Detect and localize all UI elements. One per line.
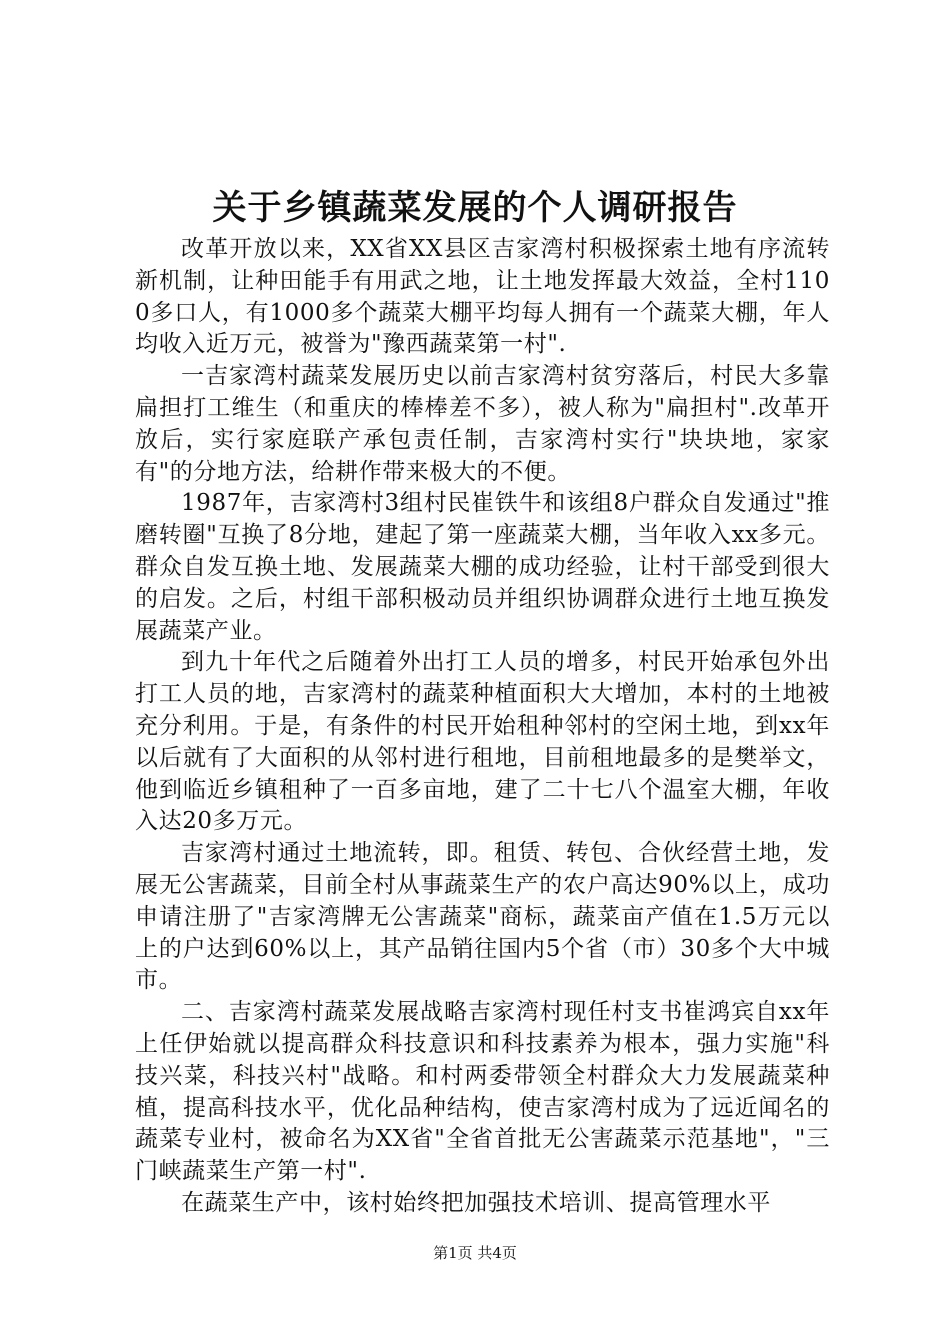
page-footer: 第1页 共4页	[433, 1244, 517, 1262]
paragraph-6: 二、吉家湾村蔬菜发展战略吉家湾村现任村支书崔鸿宾自xx年上任伊始就以提高群众科技意识和科技素养为根本，强力实施"科技兴菜，科技兴村"战略。和村两委带领全村群众大力发展蔬菜种植，提高科技水平，优化品种结构，使吉家湾村成为了远近闻名的蔬菜专业村，被命名为XX省"全省首批无公害蔬菜示范基地"，"三门峡蔬菜生产第一村".	[135, 999, 830, 1185]
paragraph-4: 到九十年代之后随着外出打工人员的增多，村民开始承包外出打工人员的地，吉家湾村的蔬菜种植面积大大增加，本村的土地被充分利用。于是，有条件的村民开始租种邻村的空闲土地，到xx年以后就有了大面积的从邻村进行租地，目前租地最多的是樊举文，他到临近乡镇租种了一百多亩地，建了二十七八个温室大棚，年收入达20多万元。	[135, 649, 830, 835]
paragraph-1: 改革开放以来，XX省XX县区吉家湾村积极探索土地有序流转新机制，让种田能手有用武之地，让土地发挥最大效益，全村1100多口人，有1000多个蔬菜大棚平均每人拥有一个蔬菜大棚，年人均收入近万元，被誉为"豫西蔬菜第一村".	[135, 236, 830, 358]
paragraph-3: 1987年，吉家湾村3组村民崔铁牛和该组8户群众自发通过"推磨转圈"互换了8分地，建起了第一座蔬菜大棚，当年收入xx多元。群众自发互换土地、发展蔬菜大棚的成功经验，让村干部受到很大的启发。之后，村组干部积极动员并组织协调群众进行土地互换发展蔬菜产业。	[135, 490, 830, 644]
document-body	[135, 234, 830, 1220]
paragraph-7: 在蔬菜生产中，该村始终把加强技术培训、提高管理水平	[181, 1189, 771, 1216]
document-title: 关于乡镇蔬菜发展的个人调研报告	[212, 188, 738, 228]
paragraph-5: 吉家湾村通过土地流转，即。租赁、转包、合伙经营土地，发展无公害蔬菜，目前全村从事蔬菜生产的农户高达90%以上，成功申请注册了"吉家湾牌无公害蔬菜"商标，蔬菜亩产值在1.5万元以上的户达到60%以上，其产品销往国内5个省（市）30多个大中城市。	[135, 840, 830, 994]
paragraph-2: 一吉家湾村蔬菜发展历史以前吉家湾村贫穷落后，村民大多靠扁担打工维生（和重庆的棒棒差不多），被人称为"扁担村".改革开放后，实行家庭联产承包责任制，吉家湾村实行"块块地，家家有"的分地方法，给耕作带来极大的不便。	[135, 363, 830, 485]
